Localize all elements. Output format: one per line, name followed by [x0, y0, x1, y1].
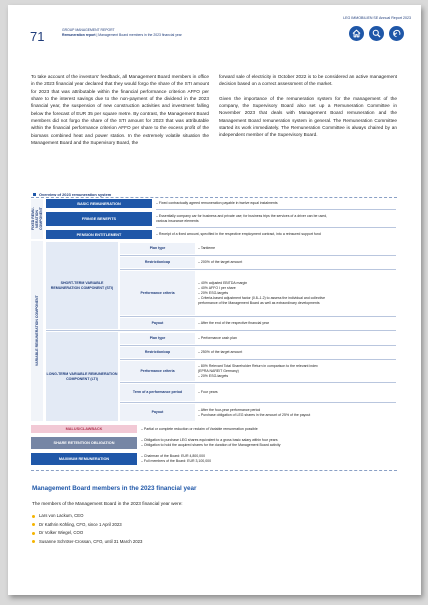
basic-remuneration-value: – Fixed contractually agreed remuneration payable in twelve equal instalments: [156, 201, 278, 205]
lti-term-value: – Four years: [198, 390, 218, 394]
home-icon: [352, 29, 361, 38]
annual-report-label: LEG IMMOBILIEN SE Annual Report 2023: [343, 16, 411, 20]
share-retention-box: SHARE RETENTION OBLIGATION: [31, 437, 137, 449]
back-button[interactable]: [389, 26, 404, 41]
fringe-benefits-box: FRINGE BENEFITS: [46, 212, 152, 226]
divider: [156, 227, 396, 228]
sti-box: SHORT-TERM VARIABLE REMUNERATION COMPONENT (STI): [46, 242, 118, 329]
lti-criteria-values: – 80% Relevant Total Shareholder Return in comparison to the relevant index (EPRA NAREIT Germany) – 20% ESG-targets: [198, 363, 318, 378]
fringe-benefits-value: – Essentially company car for business and private use; for business trips the services of a driver can be used, various insurance elements: [156, 214, 328, 223]
report-title: GROUP MANAGEMENT REPORT: [62, 28, 115, 32]
search-button[interactable]: [369, 26, 384, 41]
divider: [31, 470, 397, 471]
search-icon: [372, 29, 381, 38]
lti-plan-type-label: Plan type: [120, 333, 195, 344]
bullet-icon: [32, 523, 35, 526]
fixed-remuneration-label: FIXED REMU-NERATION COMPONENT: [31, 199, 43, 239]
sti-restriction-value: – 200% of the target amount: [198, 260, 243, 264]
lti-criteria-label: Performance criteria: [120, 361, 195, 381]
body-right-column: [219, 73, 397, 146]
report-breadcrumb: Remuneration report | Management Board members in the 2023 financial year: [62, 32, 182, 37]
divider: [120, 255, 396, 256]
variable-remuneration-label: VARIABLE REMUNERATION COMPONENT: [31, 241, 43, 421]
title-marker: [33, 193, 36, 196]
basic-remuneration-box: BASIC REMUNERATION: [46, 199, 152, 208]
back-icon: [392, 29, 401, 38]
list-item: Dr Kathrin Köhling, CFO, since 1 April 2023: [32, 521, 142, 530]
divider: [156, 209, 396, 210]
members-list: [32, 512, 142, 546]
sti-plan-type-label: Plan type: [120, 243, 195, 254]
pension-entitlement-value: – Receipt of a fixed amount, specified in the respective employment contract, into a reinsured support fund: [156, 232, 321, 236]
divider: [46, 330, 396, 331]
list-item: Dr Volker Wiegel, COO: [32, 529, 142, 538]
maximum-remuneration-box: MAXIMUM REMUNERATION: [31, 453, 137, 465]
malus-clawback-box: MALUS/CLAWBACK: [31, 425, 137, 433]
sti-criteria-label: Performance criteria: [120, 271, 195, 315]
report-section-header: [62, 28, 182, 38]
body-paragraph: forward sale of electricity in October 2022 is to be considered an active management decision based on a correct assessment of the market.: [219, 74, 397, 87]
page-number: 71: [30, 29, 45, 44]
home-button[interactable]: [349, 26, 364, 41]
members-intro: The members of the Management Board in the 2023 financial year were:: [32, 501, 183, 506]
lti-term-label: Term of a performance period: [120, 384, 195, 401]
share-retention-values: – Obligation to purchase LEG shares equivalent to a gross basic salary within four years – Obligation to hold the acquired shares for the duration of the Management Board activity: [141, 438, 281, 447]
lti-restriction-value: – 250% of the target amount: [198, 350, 243, 354]
pension-entitlement-box: PENSION ENTITLEMENT: [46, 230, 152, 239]
divider: [31, 197, 397, 198]
divider: [120, 316, 396, 317]
lti-payout-label: Payout: [120, 404, 195, 421]
divider: [120, 382, 396, 383]
lti-restriction-label: Restriction/cap: [120, 347, 195, 358]
sti-payout-label: Payout: [120, 318, 195, 329]
bullet-icon: [32, 532, 35, 535]
sti-plan-type-value: – Tantieme: [198, 246, 216, 250]
divider: [120, 402, 396, 403]
divider: [120, 269, 396, 270]
bullet-icon: [32, 540, 35, 543]
overview-title: Overview of 2023 remuneration system: [33, 192, 111, 197]
lti-box: LONG-TERM VARIABLE REMUNERATION COMPONENT (LTI): [46, 332, 118, 421]
members-heading: Management Board members in the 2023 financial year: [32, 485, 197, 492]
sti-payout-value: – After the end of the respective financial year: [198, 321, 270, 325]
lti-plan-type-value: – Performance cash plan: [198, 336, 237, 340]
lti-payout-values: – After the four-year performance period – Purchase obligation of LEG shares in the amount of 25% of the payout: [198, 407, 311, 417]
list-item: Lars von Lackum, CEO: [32, 512, 142, 521]
list-item: Susanne Schröter-Crossan, CFO, until 31 March 2023: [32, 538, 142, 547]
bullet-icon: [32, 515, 35, 518]
maximum-remuneration-values: – Chairman of the Board: EUR 4,800,000 – Full members of the Board: EUR 3,100,000: [141, 454, 212, 463]
divider: [120, 345, 396, 346]
report-page: [8, 5, 421, 595]
body-left-column: [31, 73, 209, 153]
body-paragraph: To take account of the investors' feedback, all Management Board members in office in the 2023 financial year declared that they would forgo the share of the STI amount for 2023 that was attributable within the financial performance criterion AFFO per share to the interest savings due to the non-payment of the dividend in the 2023 financial year, the suspension of new construction activities and investment falling below the forecast of EUR 35 per square metre. By contrast, the Management Board members did not forgo the share of the STI amount for 2023 that was attributable within the financial performance criterion AFFO per share to the excess profit of the biomass combined heat and power station. In the extremely volatile situation the Management Board and the Supervisory Board, the: [31, 74, 209, 146]
sti-criteria-values: – 40% adjusted EBITDA margin – 40% AFFO I per share – 20% ESG-targets – Criteria-based adjustment factor (0.8–1.2) to assess the individual and collective performance of the Management Board as well as extraordinary developments: [198, 280, 326, 305]
divider: [120, 359, 396, 360]
sti-restriction-label: Restriction/cap: [120, 257, 195, 268]
body-paragraph: Given the importance of the remuneration system for the management of the company, the Supervisory Board also set up a Remuneration Committee in November 2023 that deals with Management Board remuneration and the Management Board remuneration system in general. The Remuneration Committee started its work immediately. The Remuneration Committee is always chaired by an independent member of the Supervisory Board.: [219, 95, 397, 138]
malus-clawback-value: – Partial or complete reduction or reclaim of Variable remuneration possible: [141, 426, 258, 431]
